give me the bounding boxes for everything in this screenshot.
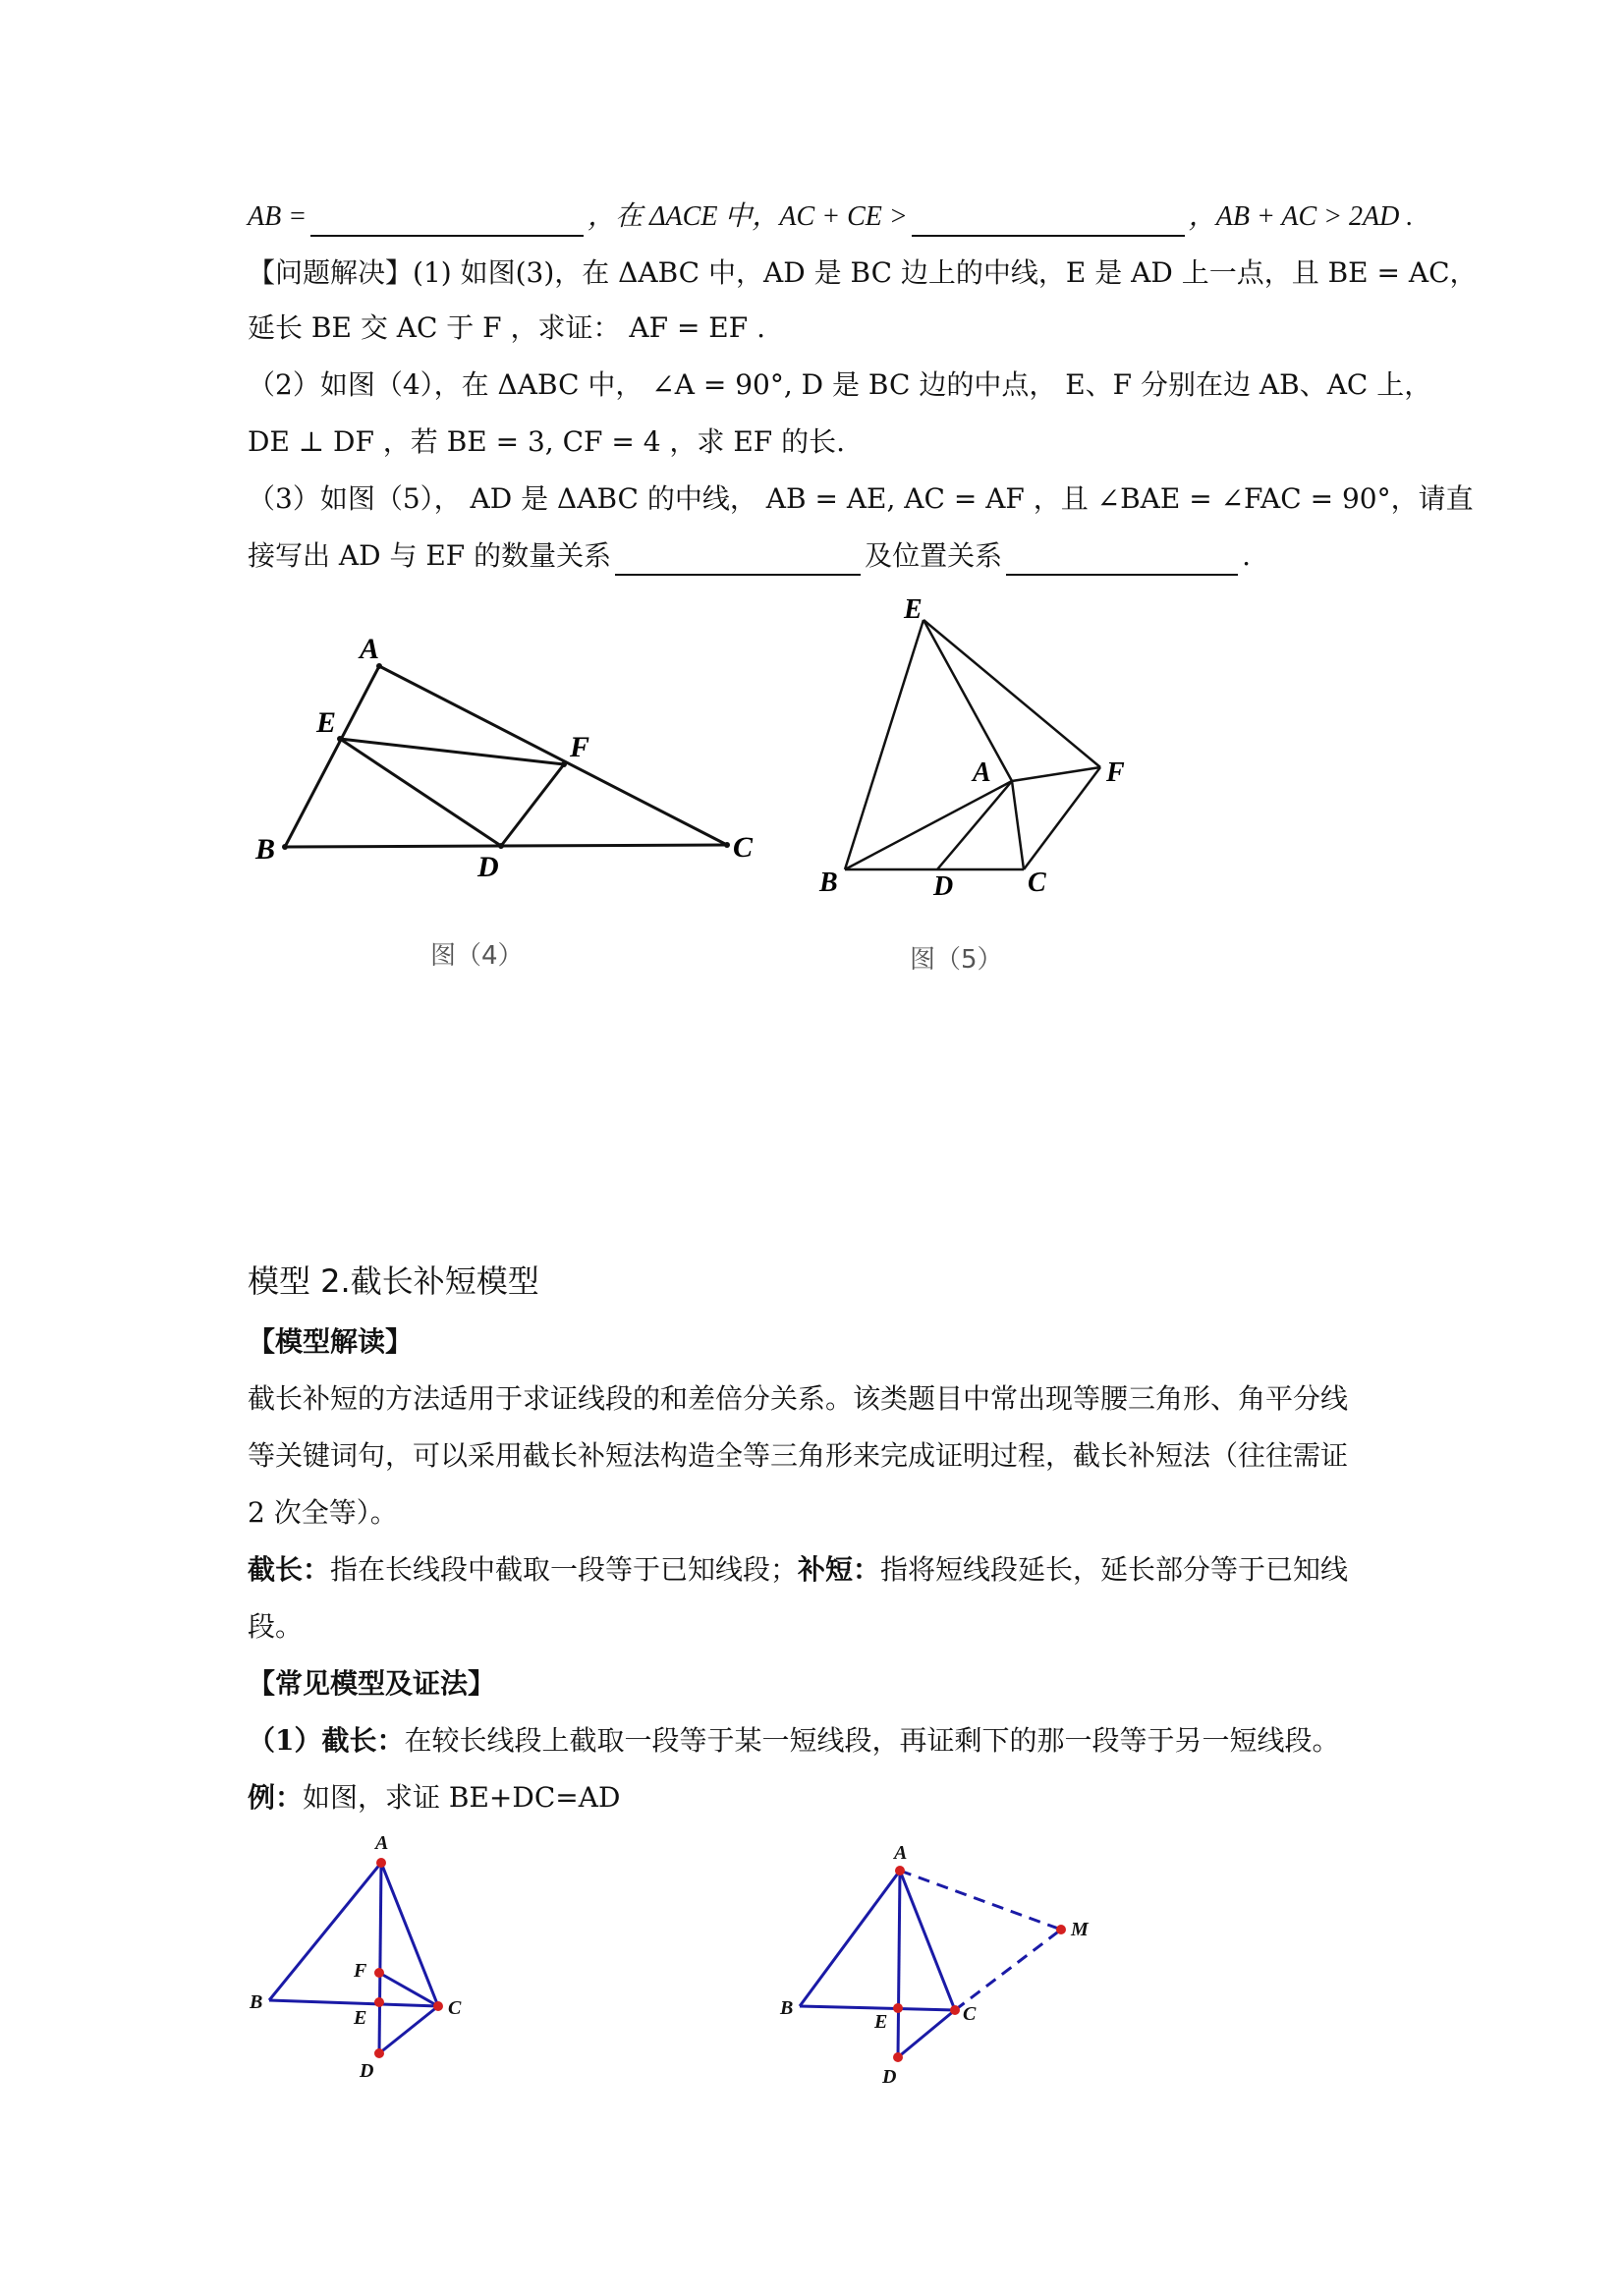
- problem-1-text-a: (1) 如图(3)，在 ΔABC 中，AD 是 BC 边上的中线，E 是 AD 上一点，且 BE = AC，: [413, 256, 1478, 289]
- figR-label-d: D: [882, 2066, 897, 2083]
- expr-ineq: ，AB + AC > 2AD .: [1188, 201, 1414, 232]
- problem-2-line-a: （2）如图（4），在 ΔABC 中， ∠A = 90°, D 是 BC 边的中点， E、F 分别在边 AB、AC 上，: [248, 368, 1432, 401]
- blank-2: [912, 205, 1185, 237]
- figR-label-e: E: [874, 2011, 888, 2033]
- fig5-label-b: B: [819, 868, 838, 898]
- figL-label-f: F: [354, 1960, 367, 1982]
- blank-3: [615, 544, 861, 576]
- problem-3-text-1: 接写出 AD 与 EF 的数量关系: [248, 539, 612, 572]
- figL-label-c: C: [448, 1997, 462, 2019]
- fig4-label-b: B: [255, 833, 276, 866]
- problem-3-text-2: 及位置关系: [865, 539, 1003, 572]
- figR-label-c: C: [963, 2003, 977, 2025]
- def-fill-text: 指将短线段延长，延长部分等于已知线: [880, 1553, 1349, 1586]
- fig4-caption: 图（4）: [430, 941, 524, 971]
- common-heading: 【常见模型及证法】: [248, 1667, 496, 1700]
- model-2-title: 模型 2.截长补短模型: [248, 1262, 539, 1300]
- figL-label-a: A: [375, 1832, 389, 1854]
- figR-label-m: M: [1071, 1919, 1089, 1940]
- example-label: 例：: [248, 1781, 304, 1814]
- model-interp-line-2: 等关键词句，可以采用截长补短法构造全等三角形来完成证明过程，截长补短法（往往需证: [248, 1439, 1349, 1472]
- case-1-label: （1）截长：: [248, 1724, 405, 1757]
- fig4-label-f: F: [570, 731, 590, 763]
- problem-1-line-b: 延长 BE 交 AC 于 F ，求证： AF = EF .: [248, 311, 765, 344]
- figL-label-d: D: [360, 2060, 374, 2082]
- figL-label-e: E: [354, 2007, 367, 2029]
- def-cut-label: 截长：: [248, 1553, 331, 1586]
- expr-ab: AB =: [248, 201, 308, 232]
- fig4-label-d: D: [477, 851, 499, 883]
- problem-3-text-3: .: [1242, 539, 1252, 572]
- example-text: 如图，求证 BE+DC=AD: [303, 1781, 621, 1814]
- blank-4: [1006, 544, 1238, 576]
- fig5-label-a: A: [973, 757, 991, 788]
- fig4-label-a: A: [360, 633, 380, 665]
- problem-heading: 【问题解决】: [248, 256, 414, 289]
- case-1-line: [248, 1721, 1340, 1761]
- fig5-label-d: D: [933, 871, 954, 902]
- model-interp-line-1: 截长补短的方法适用于求证线段的和差倍分关系。该类题目中常出现等腰三角形、角平分线: [248, 1382, 1349, 1415]
- case-1-text: 在较长线段上截取一段等于某一短线段，再证剩下的那一段等于另一短线段。: [404, 1724, 1340, 1757]
- expr-ace: ，在 ΔACE 中，AC + CE >: [588, 201, 908, 232]
- model-interp-line-3: 2 次全等）。: [248, 1496, 398, 1529]
- fig5-label-c: C: [1028, 868, 1046, 898]
- fig4-label-e: E: [316, 706, 337, 739]
- problem-1-line-a: [248, 253, 1478, 293]
- definition-tail: 段。: [248, 1610, 304, 1643]
- top-line: [248, 196, 1413, 237]
- figure-4: [246, 619, 776, 894]
- model-interp-heading: 【模型解读】: [248, 1325, 414, 1358]
- fig4-label-c: C: [733, 831, 754, 864]
- problem-2-line-b: DE ⊥ DF ，若 BE = 3, CF = 4 ，求 EF 的长.: [248, 425, 845, 458]
- figR-label-b: B: [780, 1997, 794, 2019]
- def-cut-text: 指在长线段中截取一段等于已知线段；: [330, 1553, 799, 1586]
- problem-3-line-a: （3）如图（5）， AD 是 ΔABC 的中线， AB = AE, AC = AF ，且 ∠BAE = ∠FAC = 90°，请直: [248, 482, 1474, 515]
- example-line: [248, 1778, 620, 1818]
- fig5-caption: 图（5）: [910, 945, 1003, 975]
- figure-cut-long: [242, 1827, 497, 2093]
- problem-3-line-b: [248, 536, 1251, 576]
- fig5-label-f: F: [1106, 757, 1125, 788]
- figL-label-b: B: [250, 1991, 263, 2013]
- figR-label-a: A: [894, 1842, 908, 1864]
- definition-line: [248, 1550, 1348, 1590]
- def-fill-label: 补短：: [798, 1553, 881, 1586]
- fig5-label-e: E: [904, 594, 923, 625]
- figure-5: [806, 594, 1159, 909]
- blank-1: [310, 205, 584, 237]
- figure-fill-short: [772, 1837, 1106, 2083]
